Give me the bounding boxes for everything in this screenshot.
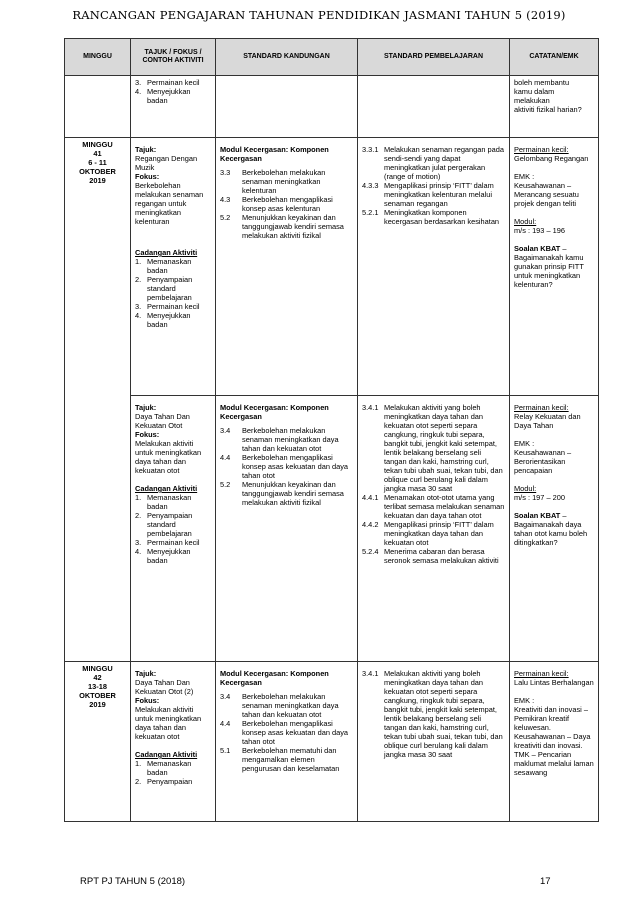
list-item: Memanaskan badan [147, 759, 192, 777]
list-number: 1. [135, 493, 142, 502]
sp-number: 5.2.4 [362, 547, 379, 556]
fokus-label: Fokus: [135, 172, 160, 181]
emk-label: EMK : [514, 172, 535, 181]
sk-title: Modul Kecergasan: Komponen Kecergasan [220, 669, 329, 687]
cell-sp-daya-tahan [358, 396, 510, 662]
kbat-label: Soalan KBAT [514, 244, 561, 253]
emk-label: EMK : [514, 696, 535, 705]
sp-item: Melakukan senaman regangan pada sendi-sendi yang dapat meningkatkan julat pergerakan (range of motion) [384, 145, 504, 181]
kbat-label: Soalan KBAT [514, 511, 561, 520]
list-item: Menyejukkan badan [147, 547, 191, 565]
cell-sk-daya-tahan [216, 396, 358, 662]
week-month: OKTOBER [79, 167, 116, 176]
sk-item: Menunjukkan keyakinan dan tanggungjawab kendiri semasa melakukan aktiviti fizikal [242, 480, 344, 507]
modul-text: m/s : 193 – 196 [514, 226, 565, 235]
list-number: 3. [135, 302, 142, 311]
header-catatan: CATATAN/EMK [510, 39, 599, 76]
sp-item: Menerima cabaran dan berasa seronok semasa melakukan aktiviti [384, 547, 499, 565]
sp-item: Meningkatkan komponen kecergasan berdasarkan kesihatan [384, 208, 500, 226]
table-row-week42 [65, 662, 599, 822]
sp-item: Mengaplikasi prinsip ‘FITT’ dalam meningkatkan daya tahan dan kekuatan otot [384, 520, 494, 547]
cell-sk-continued [216, 76, 358, 138]
sp-number: 4.4.2 [362, 520, 379, 529]
table-header-row [65, 39, 599, 76]
week-label: MINGGU [82, 140, 113, 149]
footer-page-number: 17 [540, 876, 551, 887]
list-item: Menyejukkan badan [147, 87, 191, 105]
permainan-label: Permainan kecil: [514, 403, 569, 412]
fokus-text: Melakukan aktiviti untuk meningkatkan daya tahan dan kekuatan otot [135, 705, 202, 741]
cell-catatan-week42 [510, 662, 599, 822]
sk-title: Modul Kecergasan: Komponen Kecergasan [220, 145, 329, 163]
sp-number: 5.2.1 [362, 208, 379, 217]
week-number: 42 [93, 673, 102, 682]
list-number: 3. [135, 78, 142, 87]
list-item: Permainan kecil [147, 78, 200, 87]
list-number: 4. [135, 547, 142, 556]
cell-sk-week42 [216, 662, 358, 822]
list-item: Memanaskan badan [147, 257, 192, 275]
sk-number: 5.1 [220, 746, 231, 755]
sp-number: 3.4.1 [362, 403, 379, 412]
cell-tajuk-daya-tahan [131, 396, 216, 662]
list-item: Penyampaian standard pembelajaran [147, 275, 193, 302]
cell-sp-week42 [358, 662, 510, 822]
list-item: Penyampaian [147, 777, 193, 786]
cell-sk-regangan [216, 138, 358, 396]
permainan-label: Permainan kecil: [514, 669, 569, 678]
list-number: 1. [135, 759, 142, 768]
emk-text: Keusahawanan – Berorientasikan pencapaian [514, 448, 572, 475]
cadangan-label: Cadangan Aktiviti [135, 484, 198, 493]
fokus-text: Melakukan aktiviti untuk meningkatkan daya tahan dan kekuatan otot [135, 439, 202, 475]
sk-item: Menunjukkan keyakinan dan tanggungjawab kendiri semasa melakukan aktiviti fizikal [242, 213, 344, 240]
week-month: OKTOBER [79, 691, 116, 700]
list-number: 2. [135, 777, 142, 786]
cell-week-41 [65, 138, 131, 662]
list-item: Permainan kecil [147, 302, 200, 311]
week-dates: 6 - 11 [88, 158, 107, 167]
permainan-text: Relay Kekuatan dan Daya Tahan [514, 412, 581, 430]
sk-number: 5.2 [220, 480, 231, 489]
tajuk-text: Regangan Dengan Muzik [135, 154, 198, 172]
sp-item: Melakukan aktiviti yang boleh meningkatkan daya tahan dan kekuatan otot seperti separa cangkung, ringkuk tubi separa, bangkit tubi, jengkit kaki setempat, lentik belakang berselang seli tangan dan kaki, hamstring curl, tekan tubi ubah suai, tekan tubi, dan oblique curl berulang kali dalam jangka masa 30 saat [384, 669, 503, 759]
sk-item: Berkebolehan mengaplikasi konsep asas kelenturan [242, 195, 333, 213]
modul-label: Modul: [514, 217, 537, 226]
sk-number: 4.4 [220, 719, 231, 728]
permainan-label: Permainan kecil: [514, 145, 569, 154]
week-year: 2019 [89, 700, 106, 709]
list-number: 2. [135, 511, 142, 520]
cell-minggu-continued [65, 76, 131, 138]
document-title: RANCANGAN PENGAJARAN TAHUNAN PENDIDIKAN JASMANI TAHUN 5 (2019) [72, 8, 566, 22]
emk-text: Kreativiti dan inovasi – Pemikiran kreatif keluwesan. Keusahawanan – Daya kreativiti dan inovasi. [514, 705, 591, 750]
sp-number: 4.4.1 [362, 493, 379, 502]
sk-item: Berkebolehan melakukan senaman meningkatkan daya tahan dan kekuatan otot [242, 692, 339, 719]
fokus-text: Berkebolehan melakukan senaman regangan untuk meningkatkan kelenturan [135, 181, 204, 226]
sp-item: Mengaplikasi prinsip ‘FITT’ dalam meningkatkan kelenturan melalui senaman regangan [384, 181, 494, 208]
list-number: 1. [135, 257, 142, 266]
catatan-line: aktiviti fizikal harian? [514, 105, 582, 114]
cell-catatan-regangan [510, 138, 599, 396]
sk-item: Berkebolehan mengaplikasi konsep asas kekuatan dan daya tahan otot [242, 453, 349, 480]
modul-text: m/s : 197 – 200 [514, 493, 565, 502]
permainan-text: Lalu Lintas Berhalangan [514, 678, 594, 687]
cadangan-label: Cadangan Aktiviti [135, 750, 198, 759]
week-number: 41 [93, 149, 102, 158]
cell-tajuk-regangan [131, 138, 216, 396]
tajuk-label: Tajuk: [135, 145, 157, 154]
table-row-week41-regangan [65, 138, 599, 396]
cell-sp-continued [358, 76, 510, 138]
table-row-week41-daya-tahan [65, 396, 599, 662]
kbat-text: Bagaimanakah daya tahan otot kamu boleh ditingkatkan? [514, 520, 588, 547]
list-number: 4. [135, 311, 142, 320]
rpt-table [64, 38, 599, 822]
sk-item: Berkebolehan melakukan senaman meningkatkan daya tahan dan kekuatan otot [242, 426, 339, 453]
sp-number: 3.3.1 [362, 145, 379, 154]
cell-catatan-continued [510, 76, 599, 138]
sp-number: 4.3.3 [362, 181, 379, 190]
list-item: Penyampaian standard pembelajaran [147, 511, 193, 538]
catatan-line: kamu dalam [514, 87, 555, 96]
kbat-dash: – [562, 511, 567, 520]
header-tajuk: TAJUK / FOKUS / CONTOH AKTIVITI [131, 39, 216, 76]
fokus-label: Fokus: [135, 430, 160, 439]
list-number: 3. [135, 538, 142, 547]
table-row-continued [65, 76, 599, 138]
tajuk-label: Tajuk: [135, 669, 157, 678]
cell-week-42 [65, 662, 131, 822]
sk-number: 5.2 [220, 213, 231, 222]
sk-item: Berkebolehan mengaplikasi konsep asas kekuatan dan daya tahan otot [242, 719, 349, 746]
sk-number: 4.4 [220, 453, 231, 462]
list-item: Permainan kecil [147, 538, 200, 547]
week-year: 2019 [89, 176, 106, 185]
list-item: Memanaskan badan [147, 493, 192, 511]
cell-sp-regangan [358, 138, 510, 396]
sk-item: Berkebolehan melakukan senaman meningkatkan kelenturan [242, 168, 326, 195]
sk-number: 3.4 [220, 426, 231, 435]
week-dates: 13-18 [88, 682, 107, 691]
list-number: 4. [135, 87, 142, 96]
kbat-text: Bagaimanakah kamu gunakan prinsip FITT untuk meningkatkan kelenturan? [514, 253, 584, 289]
cadangan-label: Cadangan Aktiviti [135, 248, 198, 257]
week-label: MINGGU [82, 664, 113, 673]
emk-label: EMK : [514, 439, 535, 448]
sk-number: 4.3 [220, 195, 231, 204]
cell-tajuk-continued [131, 76, 216, 138]
permainan-text: Gelombang Regangan [514, 154, 589, 163]
tajuk-text: Daya Tahan Dan Kekuatan Otot [135, 412, 190, 430]
cell-catatan-daya-tahan [510, 396, 599, 662]
header-standard-pembelajaran: STANDARD PEMBELAJARAN [358, 39, 510, 76]
sk-item: Berkebolehan mematuhi dan mengamalkan elemen pengurusan dan keselamatan [242, 746, 340, 773]
list-number: 2. [135, 275, 142, 284]
catatan-line: melakukan [514, 96, 550, 105]
header-standard-kandungan: STANDARD KANDUNGAN [216, 39, 358, 76]
cell-tajuk-week42 [131, 662, 216, 822]
sk-number: 3.4 [220, 692, 231, 701]
modul-label: Modul: [514, 484, 537, 493]
sk-number: 3.3 [220, 168, 231, 177]
footer-document-code: RPT PJ TAHUN 5 (2018) [80, 876, 186, 887]
sp-item: Melakukan aktiviti yang boleh meningkatkan daya tahan dan kekuatan otot seperti separa cangkung, ringkuk tubi separa, bangkit tubi, jengkit kaki setempat, lentik belakang berselang seli tangan dan kaki, hamstring curl, tekan tubi ubah suai, tekan tubi, dan oblique curl berulang kali dalam jangka masa 30 saat [384, 403, 503, 493]
catatan-line: boleh membantu [514, 78, 570, 87]
emk-text: Keusahawanan – Merancang sesuatu projek dengan teliti [514, 181, 579, 208]
fokus-label: Fokus: [135, 696, 160, 705]
sk-title: Modul Kecergasan: Komponen Kecergasan [220, 403, 329, 421]
sp-item: Menamakan otot-otot utama yang terlibat semasa melakukan senaman kekuatan dan daya tahan otot [384, 493, 505, 520]
tmk-text: TMK – Pencarian maklumat melalui laman sesawang [514, 750, 594, 777]
list-item: Menyejukkan badan [147, 311, 191, 329]
tajuk-label: Tajuk: [135, 403, 157, 412]
tajuk-text: Daya Tahan Dan Kekuatan Otot (2) [135, 678, 194, 696]
kbat-dash: – [562, 244, 567, 253]
sp-number: 3.4.1 [362, 669, 379, 678]
header-minggu: MINGGU [65, 39, 131, 76]
